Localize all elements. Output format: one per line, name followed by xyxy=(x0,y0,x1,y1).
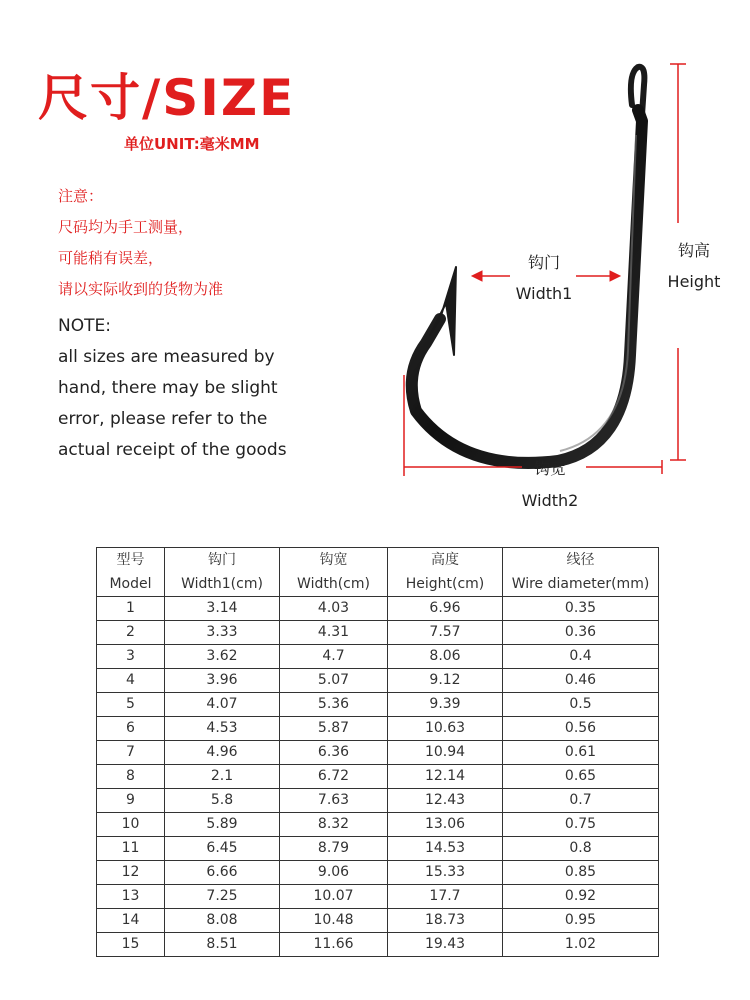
cell-wire: 0.92 xyxy=(503,885,659,909)
cell-width1: 2.1 xyxy=(165,765,280,789)
cell-model: 3 xyxy=(97,645,165,669)
col-header-height-cn: 高度 xyxy=(388,548,503,573)
cell-width1: 4.07 xyxy=(165,693,280,717)
cell-model: 8 xyxy=(97,765,165,789)
table-body xyxy=(97,597,659,957)
cell-wire: 0.65 xyxy=(503,765,659,789)
cell-model: 2 xyxy=(97,621,165,645)
col-header-height: Height(cm) xyxy=(388,572,503,597)
cell-height: 17.7 xyxy=(388,885,503,909)
table-row xyxy=(97,909,659,933)
header-row-en xyxy=(97,572,659,597)
col-header-model: Model xyxy=(97,572,165,597)
note-chinese xyxy=(58,181,223,305)
cell-model: 9 xyxy=(97,789,165,813)
cell-wire: 0.8 xyxy=(503,837,659,861)
cell-width1: 3.14 xyxy=(165,597,280,621)
size-table-wrap xyxy=(96,547,659,957)
col-header-width2: Width(cm) xyxy=(280,572,388,597)
table-row xyxy=(97,693,659,717)
col-header-wire: Wire diameter(mm) xyxy=(503,572,659,597)
cell-model: 5 xyxy=(97,693,165,717)
cell-width1: 8.08 xyxy=(165,909,280,933)
col-header-wire-cn: 线径 xyxy=(503,548,659,573)
cell-width1: 4.53 xyxy=(165,717,280,741)
cell-model: 12 xyxy=(97,861,165,885)
cell-wire: 0.61 xyxy=(503,741,659,765)
cell-model: 6 xyxy=(97,717,165,741)
cell-width2: 10.48 xyxy=(280,909,388,933)
cell-width1: 6.66 xyxy=(165,861,280,885)
height-marker xyxy=(670,64,686,460)
cell-height: 7.57 xyxy=(388,621,503,645)
cell-width2: 10.07 xyxy=(280,885,388,909)
hook-barb xyxy=(430,267,456,355)
cell-width2: 7.63 xyxy=(280,789,388,813)
cell-height: 6.96 xyxy=(388,597,503,621)
cell-wire: 0.95 xyxy=(503,909,659,933)
table-row xyxy=(97,717,659,741)
table-row xyxy=(97,813,659,837)
table-row xyxy=(97,621,659,645)
cell-width2: 8.79 xyxy=(280,837,388,861)
table-row xyxy=(97,885,659,909)
table-row xyxy=(97,861,659,885)
cell-width1: 8.51 xyxy=(165,933,280,957)
cell-height: 12.43 xyxy=(388,789,503,813)
cell-model: 14 xyxy=(97,909,165,933)
size-table xyxy=(96,547,659,957)
cell-wire: 1.02 xyxy=(503,933,659,957)
cell-model: 4 xyxy=(97,669,165,693)
cell-wire: 0.46 xyxy=(503,669,659,693)
cell-wire: 0.5 xyxy=(503,693,659,717)
table-row xyxy=(97,645,659,669)
cell-wire: 0.56 xyxy=(503,717,659,741)
table-row xyxy=(97,741,659,765)
height-label-cn: 钩高 xyxy=(677,241,711,260)
cell-width2: 9.06 xyxy=(280,861,388,885)
unit-label: 单位UNIT:毫米MM xyxy=(124,135,260,153)
cell-height: 12.14 xyxy=(388,765,503,789)
cell-width2: 4.03 xyxy=(280,597,388,621)
table-row xyxy=(97,765,659,789)
width1-label-en: Width1 xyxy=(515,284,573,303)
note-en-line: hand, there may be slight xyxy=(58,378,278,398)
cell-model: 15 xyxy=(97,933,165,957)
table-row xyxy=(97,933,659,957)
cell-height: 18.73 xyxy=(388,909,503,933)
cell-width2: 6.36 xyxy=(280,741,388,765)
cell-width2: 5.36 xyxy=(280,693,388,717)
table-row xyxy=(97,597,659,621)
cell-wire: 0.35 xyxy=(503,597,659,621)
height-label-en: Height xyxy=(667,272,721,291)
table-row xyxy=(97,669,659,693)
table-row xyxy=(97,789,659,813)
cell-width1: 3.96 xyxy=(165,669,280,693)
page-title: 尺寸/SIZE xyxy=(38,69,296,127)
cell-model: 13 xyxy=(97,885,165,909)
cell-height: 9.12 xyxy=(388,669,503,693)
cell-width2: 6.72 xyxy=(280,765,388,789)
cell-height: 15.33 xyxy=(388,861,503,885)
cell-width1: 5.89 xyxy=(165,813,280,837)
cell-height: 8.06 xyxy=(388,645,503,669)
note-cn-line: 可能稍有误差， xyxy=(58,249,164,267)
cell-width1: 6.45 xyxy=(165,837,280,861)
note-cn-line: 尺码均为手工测量， xyxy=(58,218,194,236)
note-english xyxy=(58,311,287,466)
cell-width2: 5.87 xyxy=(280,717,388,741)
cell-wire: 0.4 xyxy=(503,645,659,669)
note-en-line: NOTE: xyxy=(58,316,111,336)
cell-height: 9.39 xyxy=(388,693,503,717)
cell-width1: 3.62 xyxy=(165,645,280,669)
cell-wire: 0.75 xyxy=(503,813,659,837)
cell-model: 10 xyxy=(97,813,165,837)
width2-label-cn: 钩宽 xyxy=(533,459,567,478)
note-en-line: error, please refer to the xyxy=(58,409,268,429)
cell-height: 14.53 xyxy=(388,837,503,861)
cell-width2: 11.66 xyxy=(280,933,388,957)
col-header-width1-cn: 钩门 xyxy=(165,548,280,573)
cell-height: 19.43 xyxy=(388,933,503,957)
width2-label-en: Width2 xyxy=(521,491,579,510)
cell-height: 10.94 xyxy=(388,741,503,765)
table-row xyxy=(97,837,659,861)
cell-wire: 0.7 xyxy=(503,789,659,813)
cell-width2: 5.07 xyxy=(280,669,388,693)
cell-model: 7 xyxy=(97,741,165,765)
note-en-line: all sizes are measured by xyxy=(58,347,275,367)
cell-width1: 5.8 xyxy=(165,789,280,813)
cell-model: 11 xyxy=(97,837,165,861)
col-header-model-cn: 型号 xyxy=(97,548,165,573)
cell-width2: 4.7 xyxy=(280,645,388,669)
header-row-cn xyxy=(97,548,659,573)
cell-height: 10.63 xyxy=(388,717,503,741)
cell-width2: 8.32 xyxy=(280,813,388,837)
hook-diagram xyxy=(380,55,720,525)
width1-label-cn: 钩门 xyxy=(527,253,561,272)
cell-width1: 3.33 xyxy=(165,621,280,645)
cell-wire: 0.85 xyxy=(503,861,659,885)
col-header-width2-cn: 钩宽 xyxy=(280,548,388,573)
cell-wire: 0.36 xyxy=(503,621,659,645)
col-header-width1: Width1(cm) xyxy=(165,572,280,597)
cell-width1: 4.96 xyxy=(165,741,280,765)
note-cn-line: 请以实际收到的货物为准 xyxy=(58,280,224,298)
cell-width2: 4.31 xyxy=(280,621,388,645)
note-en-line: actual receipt of the goods xyxy=(58,440,287,460)
cell-height: 13.06 xyxy=(388,813,503,837)
note-cn-line: 注意： xyxy=(58,187,104,205)
cell-model: 1 xyxy=(97,597,165,621)
cell-width1: 7.25 xyxy=(165,885,280,909)
